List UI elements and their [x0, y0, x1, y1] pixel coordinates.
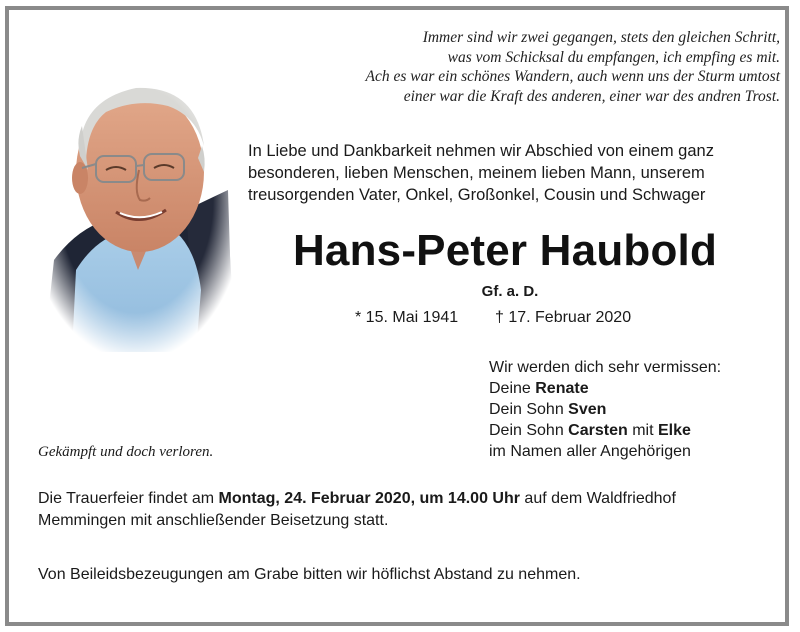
family-heading: Wir werden dich sehr vermissen: — [489, 359, 722, 376]
family-name: Carsten — [568, 422, 628, 439]
service-text: Die Trauerfeier findet am — [38, 490, 219, 507]
poem — [260, 28, 780, 106]
family-closing: im Namen aller Angehörigen — [489, 443, 691, 460]
intro-line: treusorgenden Vater, Onkel, Großonkel, Cousin und Schwager — [248, 186, 706, 204]
service-line — [38, 488, 758, 510]
service-datetime: Montag, 24. Februar 2020, um 14.00 Uhr — [218, 490, 520, 507]
motto: Gekämpft und doch verloren. — [38, 444, 214, 460]
family-signatures — [489, 357, 769, 462]
family-name: Elke — [657, 422, 691, 439]
intro-text — [248, 140, 768, 206]
death-date: † 17. Februar 2020 — [495, 309, 632, 326]
condolence-note: Von Beileidsbezeugungen am Grabe bitten wir höflichst Abstand zu nehmen. — [38, 566, 581, 583]
poem-line: einer war die Kraft des anderen, einer war des andren Trost. — [403, 87, 780, 105]
deceased-title: Gf. a. D. — [481, 283, 539, 300]
family-prefix: Dein Sohn — [489, 422, 569, 439]
poem-line: Ach es war ein schönes Wandern, auch wenn uns der Sturm umtost — [365, 68, 780, 85]
funeral-service-info — [38, 488, 758, 532]
family-prefix: Deine — [489, 380, 536, 397]
poem-line: Immer sind wir zwei gegangen, stets den gleichen Schritt, — [422, 29, 780, 46]
family-name: Sven — [568, 401, 607, 418]
family-name: Renate — [535, 380, 589, 397]
family-line — [489, 378, 769, 399]
birth-date: * 15. Mai 1941 — [355, 309, 459, 326]
family-prefix: Dein Sohn — [489, 401, 569, 418]
family-connector: mit — [627, 422, 658, 439]
intro-line: besonderen, lieben Menschen, meinem lieben Mann, unserem — [248, 164, 705, 182]
service-text: auf dem Waldfriedhof — [519, 490, 676, 507]
family-line — [489, 420, 769, 441]
service-line: Memmingen mit anschließender Beisetzung statt. — [38, 512, 389, 529]
family-line — [489, 399, 769, 420]
portrait-photo — [36, 60, 236, 352]
intro-line: In Liebe und Dankbarkeit nehmen wir Abschied von einem ganz — [248, 142, 714, 160]
deceased-name: Hans-Peter Haubold — [292, 226, 718, 275]
poem-line: was vom Schicksal du empfangen, ich empfing es mit. — [447, 48, 780, 66]
